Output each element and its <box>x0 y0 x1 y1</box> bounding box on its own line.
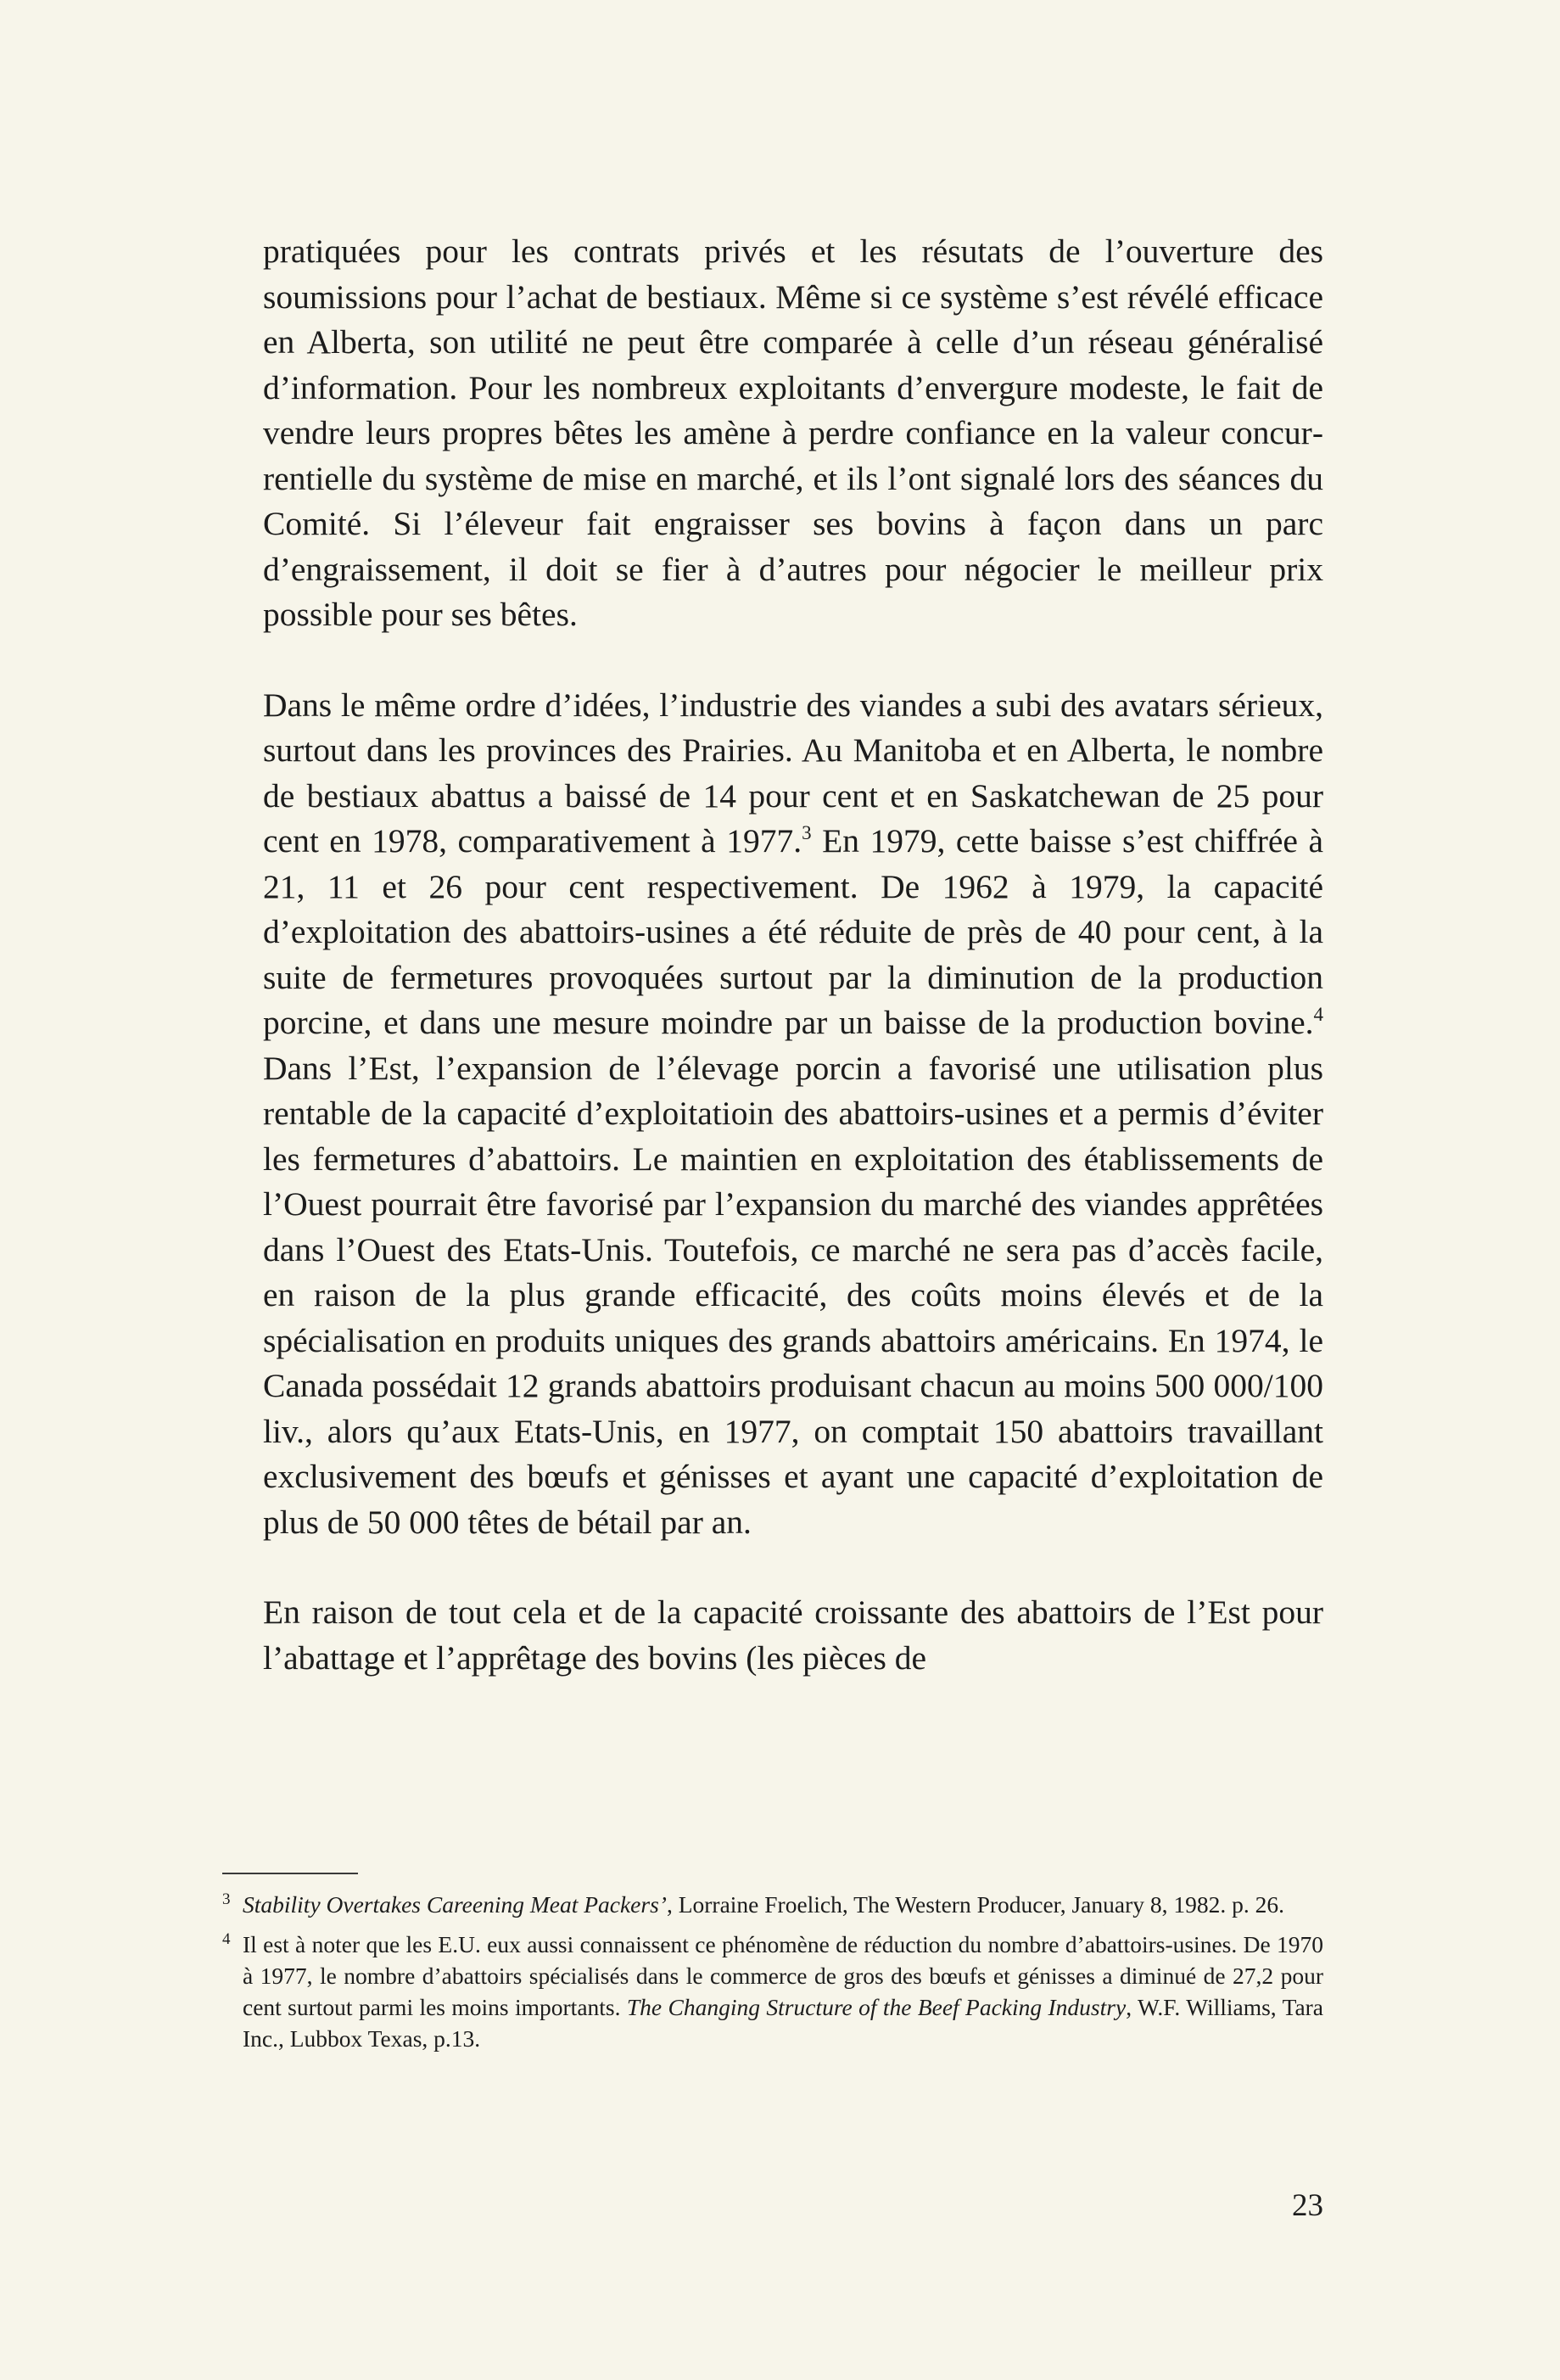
paragraph-2-text-middle: En 1979, cette baisse s’est chiffrée à 21, 11 et 26 pour cent respectivement. De 1962 à 1979, la capacité d’exploitation des abattoirs-usines a été réduite de près de 40 pour cent, à la suite de fermetures provoquées surtout par la diminution de la production porcine, et dans une mesure moindre par un baisse de la production bovine. <box>263 822 1323 1041</box>
footnote-4-citation: , W.F. Williams, Tara Inc., Lubbox Texas, p.13. <box>243 1994 1324 2052</box>
paragraph-1 <box>263 229 1323 638</box>
footnote-divider <box>222 1873 358 1874</box>
footnote-4-title: The Changing Structure of the Beef Packing Industry <box>626 1994 1127 2020</box>
footnote-4-mark: 4 <box>222 1930 231 1948</box>
footnotes <box>222 1889 1323 2063</box>
footnote-4 <box>222 1929 1323 2054</box>
paragraph-2-text-end: Dans l’Est, l’expansion de l’élevage porcin a favorisé une utilisation plus rentable de la capacité d’exploitatioin des abattoirs-usines et a permis d’éviter les fermetures d’abattoirs. Le maintien en exploitation des établissements de l’Ouest pourrait être favorisé par l’expansion du marché des viandes apprêtées dans l’Ouest des Etats-Unis. Toutefois, ce marché ne sera pas d’accès facile, en raison de la plus grande efficacité, des coûts moins élevés et de la spécialisation en produits uniques des grands abattoirs américains. En 1974, le Canada possédait 12 grands abattoirs produisant chacun au moins 500 000/100 liv., alors qu’aux Etats-Unis, en 1977, on comptait 150 abattoirs travaillant exclusivement des bœufs et génisses et ayant une capacité d’exploitation de plus de 50 000 têtes de bétail par an. <box>263 1049 1323 1541</box>
paragraph-2-text-start: Dans le même ordre d’idées, l’industrie des viandes a subi des avatars sérieux, surtout dans les provinces des Prairies. Au Manitoba et en Alberta, le nombre de bestiaux abattus a baissé de 14 pour cent et en Saskatchewan de 25 pour cent en 1978, comparativement à 1977. <box>263 686 1323 860</box>
footnote-ref-4[interactable]: 4 <box>1313 1004 1323 1025</box>
paragraph-2 <box>263 683 1323 1546</box>
footnote-3-text: , Lorraine Froelich, The Western Producer, January 8, 1982. p. 26. <box>666 1891 1285 1918</box>
body-text <box>263 229 1323 1681</box>
footnote-ref-3[interactable]: 3 <box>802 822 812 843</box>
page-number: 23 <box>1292 2188 1323 2223</box>
footnote-3-title: Stability Overtakes Careening Meat Packers’ <box>243 1891 667 1918</box>
paragraph-1-text: pratiquées pour les contrats privés et les résutats de l’ouverture des soumissions pour l’achat de bestiaux. Même si ce système s’est révélé efficace en Alberta, son utilité ne peut être comparée à celle d’un réseau généralisé d’information. Pour les nombreux exploitants d’envergure modeste, le fait de vendre leurs propres bêtes les amène à perdre confiance en la valeur concurrentielle du système de mise en marché, et ils l’ont signalé lors des séances du Comité. Si l’éleveur fait engraisser ses bovins à façon dans un parc d’engraissement, il doit se fier à d’autres pour négocier le meilleur prix possible pour ses bêtes. <box>263 232 1323 633</box>
footnote-4-text: Il est à noter que les E.U. eux aussi connaissent ce phénomène de réduction du nombre d’abattoirs-usines. De 1970 à 1977, le nombre d’abattoirs spécialisés dans le commerce de gros des bœufs et génisses a diminué de 27,2 pour cent surtout parmi les moins importants. <box>243 1931 1323 2020</box>
paragraph-3-text: En raison de tout cela et de la capacité croissante des abattoirs de l’Est pour l’abattage et l’apprêtage des bovins (les pièces de <box>263 1593 1323 1677</box>
footnote-3-mark: 3 <box>222 1890 231 1908</box>
paragraph-3 <box>263 1590 1323 1681</box>
footnote-3 <box>222 1889 1323 1920</box>
